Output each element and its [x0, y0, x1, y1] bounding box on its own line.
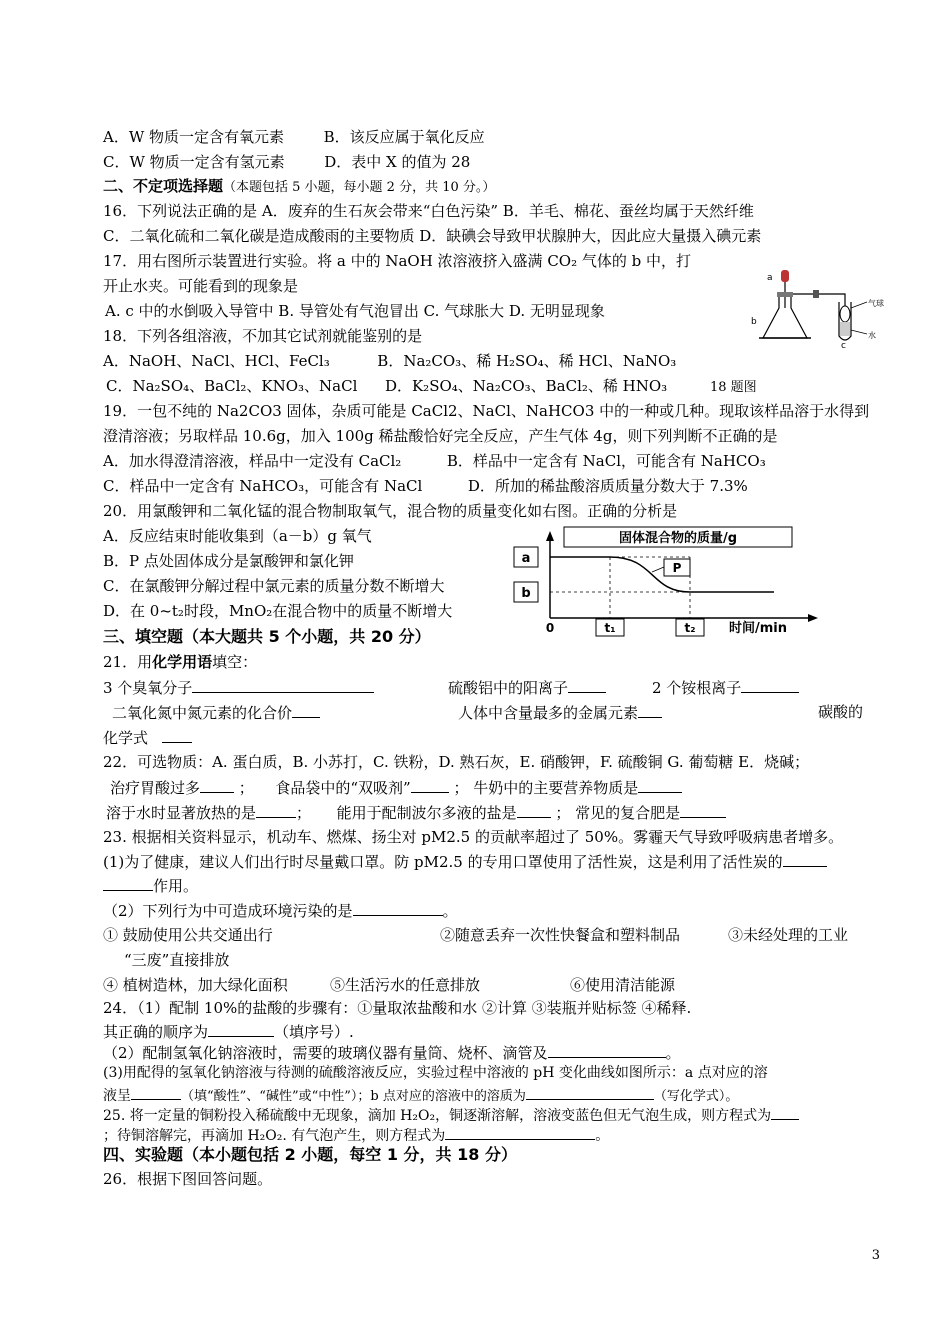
q15-option-a: A．W 物质一定含有氧元素	[103, 128, 285, 146]
q20-stem: 20．用氯酸钾和二氧化锰的混合物制取氧气，混合物的质量变化如右图。正确的分析是	[103, 502, 678, 520]
q19-option-d: D．所加的稀盐酸溶质质量分数大于 7.3%	[467, 477, 748, 495]
q20-option-c: C．在氯酸钾分解过程中氯元素的质量分数不断增大	[103, 577, 445, 595]
q22-blank5[interactable]	[517, 802, 551, 818]
chart-ytick-b: b	[521, 586, 531, 601]
chart-point-p-leader	[652, 567, 664, 572]
q21-row3	[103, 727, 192, 748]
q20-option-a: A．反应结束时能收集到（a－b）g 氧气	[103, 527, 372, 545]
fig-label-balloon: 气球	[868, 299, 884, 308]
q25-blank2[interactable]	[445, 1124, 595, 1140]
q18-option-a: A．NaOH、NaCl、HCl、FeCl₃	[103, 352, 330, 370]
q23-opt6: ⑥使用清洁能源	[570, 976, 676, 994]
q23-line3	[103, 875, 198, 896]
q23-opt5: ⑤生活污水的任意排放	[330, 976, 481, 994]
q19-option-c: C．样品中一定含有 NaHCO₃，可能含有 NaCl	[103, 477, 423, 495]
q22-blank6[interactable]	[680, 802, 726, 818]
q19-line-cd	[103, 476, 748, 496]
fig-label-a: a	[767, 273, 773, 283]
q18-line-ab	[103, 351, 676, 371]
q21-item6a: 碳酸的	[818, 703, 864, 721]
q24-line2b: （填序号）.	[274, 1023, 354, 1041]
chart-xtick-t₁: t₁	[604, 621, 616, 635]
q24-line3: （2）配制氢氧化钠溶液时，需要的玻璃仪器有量筒、烧杯、滴管及 。	[103, 1044, 681, 1062]
chart-y-axis-arrow-icon	[546, 531, 554, 541]
q25-line2b: 。	[595, 1128, 610, 1144]
q22-b6: 常见的复合肥是	[575, 804, 681, 822]
q21-row2b	[458, 702, 662, 723]
q17-line1: 17．用右图所示装置进行实验。将 a 中的 NaOH 浓溶液挤入盛满 CO₂ 气体的 b 中，打	[103, 252, 692, 270]
q23-blank1-cont[interactable]	[103, 875, 153, 891]
q21-item2: 硫酸铝中的阳离子	[448, 679, 569, 697]
q18-line-cd	[106, 376, 667, 396]
section3-title: 三、填空题（本大题共 5 个小题，共 20 分）	[103, 627, 431, 646]
q21-blank5[interactable]	[638, 702, 662, 718]
q21-stem-post: 填空：	[212, 653, 258, 671]
q25-line1-text: 25. 将一定量的铜粉投入稀硫酸中无现象，滴加 H₂O₂，铜逐渐溶解，溶液变蓝色但无气泡生成，则方程式为	[103, 1108, 772, 1124]
q19-line2: 澄清溶液；另取样品 10.6g，加入 100g 稀盐酸恰好完全反应，产生气体 4g，则下列判断不正确的是	[103, 427, 778, 445]
q24-line2	[103, 1021, 354, 1042]
chart-ylabel: 固体混合物的质量/g	[618, 531, 738, 546]
q21-row1c	[652, 677, 799, 698]
chart-xtick-t₂: t₂	[684, 621, 696, 635]
q18-stem: 18．下列各组溶液，不加其它试剂就能鉴别的是	[103, 327, 423, 345]
section2-header	[103, 176, 495, 198]
q18-option-b: B．Na₂CO₃、稀 H₂SO₄、稀 HCl、NaNO₃	[377, 352, 677, 370]
q23-line3-text: 作用。	[153, 877, 199, 895]
fig-label-c: c	[841, 341, 846, 351]
q23-opt2: ②随意丢弃一次性快餐盒和塑料制品	[440, 926, 681, 944]
chart-x-axis-arrow-icon	[808, 614, 818, 622]
q23-part2: （2）下列行为中可造成环境污染的是 。	[103, 902, 458, 920]
q21-blank1[interactable]	[192, 677, 374, 693]
chart-xlabel: 时间/min	[728, 621, 788, 636]
q24-line4: (3)用配得的氢氧化钠溶液与待测的硫酸溶液反应，实验过程中溶液的 pH 变化曲线如图所示：a 点对应的溶	[103, 1065, 768, 1081]
fig-label-b: b	[751, 317, 757, 327]
q21-item4: 二氧化氮中氮元素的化合价	[112, 704, 293, 722]
q23-opt4: ④ 植树造林，加大绿化面积	[103, 976, 288, 994]
q25-line2	[103, 1124, 609, 1146]
chart-point-p-label: P	[672, 561, 682, 575]
q19-option-a: A．加水得澄清溶液，样品中一定没有 CaCl₂	[103, 452, 402, 470]
clamp-icon	[813, 290, 819, 298]
q22-b5: 能用于配制波尔多液的盐是	[336, 804, 517, 822]
q17-apparatus-figure	[751, 262, 905, 351]
q22-row2: 溶于水时显著放热的是 ； 能用于配制波尔多液的盐是 ； 常见的复合肥是	[106, 802, 726, 823]
q23-opt3b: “三废”直接排放	[124, 951, 230, 969]
q21-blank2[interactable]	[568, 677, 606, 693]
q22-b2: 食品袋中的“双吸剂”	[275, 779, 411, 797]
q23-opt1: ① 鼓励使用公共交通出行	[103, 926, 273, 944]
dropper-bulb-icon	[781, 270, 789, 282]
section2-note: （本题包括 5 小题，每小题 2 分，共 10 分。）	[223, 180, 496, 195]
q17-line2: 开止水夹。可能看到的现象是	[103, 277, 299, 295]
q15-option-c: C．W 物质一定含有氢元素	[103, 153, 285, 171]
balloon-icon	[840, 306, 850, 322]
q20-mass-time-chart	[512, 525, 822, 637]
q21-stem	[103, 652, 257, 672]
q16-line2: C．二氧化硫和二氧化碳是造成酸雨的主要物质 D．缺碘会导致甲状腺肿大，因此应大量摄入碘元素	[103, 227, 762, 245]
q24-blank4[interactable]	[526, 1084, 654, 1100]
q22-blank1[interactable]	[200, 777, 234, 793]
q24-blank2[interactable]	[548, 1042, 666, 1058]
q21-item6b: 化学式	[103, 729, 149, 747]
q17-options: A. c 中的水倒吸入导管中 B. 导管处有气泡冒出 C. 气球胀大 D. 无明显现象	[105, 302, 605, 320]
q24-line1: 24．（1）配制 10%的盐酸的步骤有：①量取浓盐酸和水 ②计算 ③装瓶并贴标签 ④稀释.	[103, 999, 692, 1017]
q26-stem: 26．根据下图回答问题。	[103, 1170, 273, 1188]
q18-option-c: C．Na₂SO₄、BaCl₂、KNO₃、NaCl	[106, 377, 358, 395]
q22-stem: 22．可选物质：A. 蛋白质，B. 小苏打，C. 铁粉，D. 熟石灰，E. 硝酸钾，F. 硫酸铜 G. 葡萄糖 E．烧碱；	[103, 753, 810, 771]
q18-option-d: D．K₂SO₄、Na₂CO₃、BaCl₂、稀 HNO₃	[384, 377, 668, 395]
q24-line5b: （填“酸性”、“碱性”或“中性”）；b 点对应的溶液中的溶质为	[181, 1089, 526, 1104]
q21-blank4[interactable]	[292, 702, 320, 718]
q22-blank2[interactable]	[411, 777, 449, 793]
q21-stem-pre: 21．用	[103, 653, 153, 671]
q21-item5: 人体中含量最多的金属元素	[458, 704, 639, 722]
q21-row1	[103, 677, 374, 698]
q22-blank3[interactable]	[638, 777, 682, 793]
q16-line1: 16．下列说法正确的是 A．废弃的生石灰会带来“白色污染” B．羊毛、棉花、蚕丝均属于天然纤维	[103, 202, 754, 220]
q23-line2-text: (1)为了健康，建议人们出行时尽量戴口罩。防 pM2.5 的专用口罩使用了活性炭，这是利用了活性炭的	[103, 853, 783, 871]
q22-row1: 治疗胃酸过多 ； 食品袋中的“双吸剂” ； 牛奶中的主要营养物质是	[110, 777, 682, 798]
q21-stem-bold: 化学用语	[152, 653, 213, 671]
q22-b3: 牛奶中的主要营养物质是	[473, 779, 639, 797]
q19-option-b: B．样品中一定含有 NaCl，可能含有 NaHCO₃	[446, 452, 766, 470]
q22-blank4[interactable]	[256, 802, 296, 818]
q15-option-d: D．表中 X 的值为 28	[324, 153, 471, 171]
q21-blank6[interactable]	[162, 727, 192, 743]
q23-blank2[interactable]	[353, 900, 443, 916]
q23-line1: 23. 根据相关资料显示，机动车、燃煤、扬尘对 pM2.5 的贡献率超过了 50%。雾霾天气导致呼吸病患者增多。	[103, 828, 844, 846]
q15-line2	[103, 152, 470, 172]
section2-title: 二、不定项选择题	[103, 177, 224, 195]
q19-line1: 19．一包不纯的 Na2CO3 固体，杂质可能是 CaCl2、NaCl、NaHCO3 中的一种或几种。现取该样品溶于水得到	[103, 402, 870, 420]
q15-option-b: B．该反应属于氧化反应	[323, 128, 485, 146]
fig-label-water: 水	[868, 331, 876, 340]
q21-item1: 3 个臭氧分子	[103, 679, 193, 697]
q18-figure-caption: 18 题图	[710, 380, 757, 395]
chart-ytick-a: a	[521, 551, 531, 566]
section4-title: 四、实验题（本小题包括 2 小题，每空 1 分，共 18 分）	[103, 1145, 517, 1164]
q21-row2	[112, 702, 320, 723]
q20-option-d: D．在 0~t₂时段，MnO₂在混合物中的质量不断增大	[103, 602, 453, 620]
q25-blank1[interactable]	[771, 1104, 799, 1120]
q19-line-ab	[103, 451, 766, 471]
q22-b4: 溶于水时显著放热的是	[106, 804, 257, 822]
q21-blank3[interactable]	[741, 677, 799, 693]
q23-p2-text: （2）下列行为中可造成环境污染的是	[103, 902, 353, 920]
q24-line2a: 其正确的顺序为	[103, 1023, 209, 1041]
q23-blank1[interactable]	[783, 851, 827, 867]
q24-blank3[interactable]	[131, 1084, 181, 1100]
chart-xtick-0: 0	[545, 621, 555, 635]
q21-row1b	[448, 677, 606, 698]
q23-line2	[103, 851, 827, 872]
q22-b1: 治疗胃酸过多	[110, 779, 201, 797]
q24-blank1[interactable]	[208, 1021, 274, 1037]
page-number: 3	[871, 1248, 880, 1263]
q21-item3: 2 个铵根离子	[652, 679, 742, 697]
q25-line2a: ；待铜溶解完，再滴加 H₂O₂. 有气泡产生，则方程式为	[103, 1128, 446, 1144]
q15-line1	[103, 127, 485, 147]
q20-option-b: B．P 点处固体成分是氯酸钾和氯化钾	[103, 552, 354, 570]
q24-line5a: 液呈	[103, 1088, 131, 1104]
q24-line5c: （写化学式）。	[653, 1089, 739, 1104]
chart-series-line-0	[550, 557, 774, 592]
q25-line1	[103, 1104, 799, 1126]
q23-opt3a: ③未经处理的工业	[728, 926, 849, 944]
q24-line3-text: （2）配制氢氧化钠溶液时，需要的玻璃仪器有量筒、烧杯、滴管及	[103, 1044, 548, 1062]
